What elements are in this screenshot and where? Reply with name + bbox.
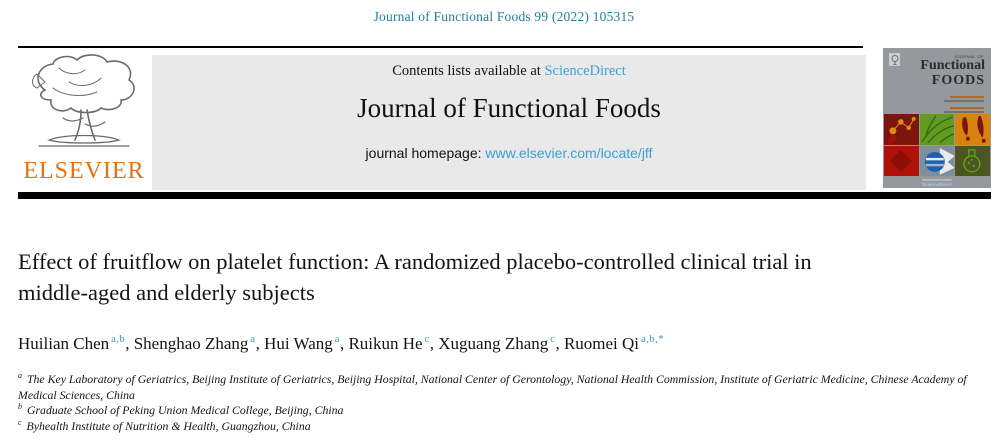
cover-title-line2: FOODS — [931, 73, 985, 88]
affiliation-superscript: b — [18, 402, 22, 412]
cover-footer-tagline: ■■■■■■■■■■■■■■ — [922, 178, 952, 182]
affiliation-row: $^b$ Graduate School of Peking Union Medical College, Beijing, China — [18, 402, 344, 417]
homepage-line-text: journal homepage: — [365, 145, 486, 161]
cover-tile — [884, 114, 919, 145]
affiliation-row: $^a$ The Key Laboratory of Geriatrics, Beijing Institute of Geriatrics, Beijing Hospital, National Center of Gerontology, National Health Commission, Institute of Geriatric Medicine, Chinese Academy of Medical Sciences, China — [18, 371, 967, 402]
cover-publisher-icon — [889, 53, 900, 66]
elsevier-tree-icon — [25, 52, 143, 156]
contents-line — [152, 63, 866, 80]
cover-tile — [884, 146, 919, 177]
cover-tile — [955, 114, 990, 145]
cover-tile — [920, 114, 955, 145]
cover-tile-grid — [884, 114, 990, 176]
cover-title-line1: Functional — [920, 58, 985, 73]
affiliation-superscript: a — [18, 371, 22, 381]
author: Huilian Chen $^{a,b}$ — [18, 334, 126, 353]
journal-banner — [152, 55, 866, 190]
author-affiliation-superscript: c — [424, 334, 430, 346]
cover-footer — [883, 176, 991, 188]
author: Ruomei Qi $^{a,b,*}$ — [563, 334, 664, 353]
author: Xuguang Zhang $^c$ — [438, 334, 556, 353]
header-bottom-bar — [18, 192, 991, 199]
contents-line-text: Contents lists available at — [392, 63, 545, 79]
cover-editor-lines — [944, 96, 984, 115]
journal-banner-title: Journal of Functional Foods — [357, 93, 661, 123]
journal-citation: Journal of Functional Foods 99 (2022) 105315 — [373, 9, 635, 24]
cover-kicker: JOURNAL OF — [953, 54, 984, 59]
elsevier-wordmark: ELSEVIER — [23, 158, 145, 184]
cover-sciencedirect-label: ScienceDirect — [922, 182, 952, 187]
author-affiliation-superscript: a — [334, 334, 340, 346]
elsevier-logo — [18, 52, 150, 190]
homepage-line — [152, 145, 866, 161]
author: Hui Wang $^a$ — [264, 334, 340, 353]
author-affiliation-superscript: c — [550, 334, 556, 346]
author: Ruikun He $^c$ — [348, 334, 430, 353]
cover-tile — [920, 146, 955, 177]
article-title: Effect of fruitflow on platelet function: A randomized placebo-controlled clinical trial in middle-aged and elderly subjects — [18, 249, 812, 305]
author: Shenghao Zhang $^a$ — [133, 334, 256, 353]
author-affiliation-superscript: a,b,* — [641, 334, 664, 346]
journal-cover-thumbnail[interactable] — [883, 48, 991, 188]
sciencedirect-link[interactable]: ScienceDirect — [544, 63, 626, 79]
affiliation-superscript: c — [18, 417, 22, 427]
authors-line: Huilian Chen $^{a,b}$, Shenghao Zhang $^a$, Hui Wang $^a$, Ruikun He $^c$, Xuguang Zhang $^c$, Ruomei Qi $^{a,b,*}$ — [18, 334, 664, 353]
affiliations-list — [18, 372, 993, 434]
author-affiliation-superscript: a,b — [111, 334, 126, 346]
journal-homepage-link[interactable]: www.elsevier.com/locate/jff — [485, 145, 653, 161]
header-top-rule — [18, 46, 863, 48]
cover-tile — [955, 146, 990, 177]
author-affiliation-superscript: a — [250, 334, 256, 346]
affiliation-row: $^c$ Byhealth Institute of Nutrition & Health, Guangzhou, China — [18, 417, 311, 433]
